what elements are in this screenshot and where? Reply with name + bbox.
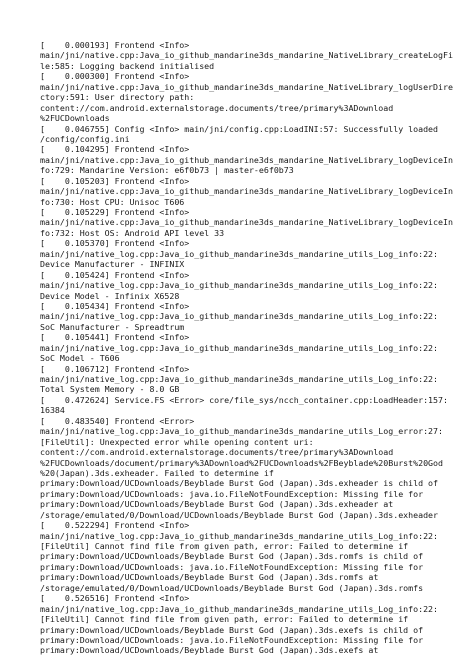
log-line: [ 0.105434] Frontend <Info> — [40, 300, 190, 311]
log-line: [ 0.000193] Frontend <Info> — [40, 40, 190, 50]
log-line: [ 0.105229] Frontend <Info> — [40, 207, 190, 217]
log-line: primary:Download/UCDownloads: java.io.FileNotFoundException: Missing file for — [40, 488, 424, 499]
log-line: %2FUCDownloads/document/primary%3ADownload%2FUCDownloads%2FBeyblade%20Burst%20God — [40, 457, 443, 468]
log-line: primary:Download/UCDownloads/Beyblade Burst God (Japan).3ds.exheader at — [40, 499, 394, 510]
log-line: main/jni/native_log.cpp:Java_io_github_mandarine3ds_mandarine_utils_Log_info:22: — [40, 530, 439, 541]
log-line: [ 0.105203] Frontend <Info> — [40, 175, 190, 186]
log-line: [ 0.483540] Frontend <Error> — [40, 415, 195, 426]
log-line: [ 0.472624] Service.FS <Error> core/file_sys/ncch_container.cpp:LoadHeader:157: — [40, 394, 448, 405]
log-line: [ 0.105424] Frontend <Info> — [40, 269, 190, 280]
log-line: primary:Download/UCDownloads/Beyblade Burst God (Japan).3ds.exefs at — [40, 645, 379, 656]
log-line: fo:732: Host OS: Android API level 33 — [40, 227, 225, 238]
log-line: main/jni/native_log.cpp:Java_io_github_mandarine3ds_mandarine_utils_Log_info:22: — [40, 342, 439, 353]
log-line: %20(Japan).3ds.exheader. Failed to determine if — [40, 467, 274, 478]
log-line: 16384 — [40, 405, 65, 416]
log-line: [FileUtil] Cannot find file from given path, error: Failed to determine if — [40, 541, 409, 551]
log-line: fo:729: Mandarine Version: e6f0b73 | master-e6f0b73 — [40, 165, 294, 176]
log-line: main/jni/native.cpp:Java_io_github_mandarine3ds_mandarine_NativeLibrary_logDeviceIn — [40, 217, 453, 228]
log-line: [ 0.105370] Frontend <Info> — [40, 238, 190, 249]
log-line: SoC Model - T606 — [40, 353, 120, 364]
log-line: [ 0.104295] Frontend <Info> — [40, 144, 190, 155]
log-line: primary:Download/UCDownloads/Beyblade Burst God (Japan).3ds.exheader is child of — [40, 478, 439, 489]
log-line: Total System Memory - 8.0 GB — [40, 384, 180, 395]
log-line: [FileUtil] Cannot find file from given path, error: Failed to determine if — [40, 614, 409, 625]
log-line: /storage/emulated/0/Download/UCDownloads/Beyblade Burst God (Japan).3ds.exheader — [40, 509, 439, 520]
log-line: main/jni/native.cpp:Java_io_github_mandarine3ds_mandarine_NativeLibrary_logDeviceIn — [40, 186, 453, 197]
log-line: ctory:591: User directory path: — [40, 92, 195, 103]
log-line: main/jni/native_log.cpp:Java_io_github_mandarine3ds_mandarine_utils_Log_info:22: — [40, 311, 439, 322]
log-line: primary:Download/UCDownloads: java.io.FileNotFoundException: Missing file for — [40, 634, 424, 645]
log-line: main/jni/native.cpp:Java_io_github_mandarine3ds_mandarine_NativeLibrary_createLogFi — [40, 50, 453, 61]
log-line: primary:Download/UCDownloads/Beyblade Burst God (Japan).3ds.exefs is child of — [40, 624, 424, 635]
log-line: Device Model - Infinix X6528 — [40, 290, 180, 301]
log-line: main/jni/native.cpp:Java_io_github_mandarine3ds_mandarine_NativeLibrary_logDeviceIn — [40, 154, 453, 165]
log-line: main/jni/native_log.cpp:Java_io_github_mandarine3ds_mandarine_utils_Log_info:22: — [40, 280, 439, 291]
log-line: /config/config.ini — [40, 133, 130, 144]
log-line: main/jni/native_log.cpp:Java_io_github_mandarine3ds_mandarine_utils_Log_info:22: — [40, 603, 439, 614]
log-line: main/jni/native_log.cpp:Java_io_github_mandarine3ds_mandarine_utils_Log_info:22: — [40, 248, 439, 259]
log-line: %2FUCDownloads — [40, 113, 110, 124]
log-line: [ 0.526516] Frontend <Info> — [40, 593, 190, 604]
log-line: main/jni/native_log.cpp:Java_io_github_mandarine3ds_mandarine_utils_Log_error:27: — [40, 426, 443, 437]
log-line: le:585: Logging backend initialised — [40, 60, 215, 71]
log-line: SoC Manufacturer - Spreadtrum — [40, 321, 185, 332]
log-line: content://com.android.externalstorage.documents/tree/primary%3ADownload — [40, 447, 394, 458]
log-line: content://com.android.externalstorage.documents/tree/primary%3ADownload — [40, 102, 394, 113]
log-line: [ 0.000300] Frontend <Info> — [40, 71, 190, 82]
log-line: [FileUtil]: Unexpected error while opening content uri: — [40, 436, 314, 447]
log-line: [ 0.522294] Frontend <Info> — [40, 520, 190, 531]
log-line: primary:Download/UCDownloads: java.io.FileNotFoundException: Missing file for — [40, 561, 424, 572]
log-line: main/jni/native.cpp:Java_io_github_mandarine3ds_mandarine_NativeLibrary_logUserDire — [40, 81, 453, 92]
log-line: [ 0.046755] Config <Info> main/jni/config.cpp:LoadINI:57: Successfully loaded — [40, 123, 439, 134]
log-line: Device Manufacturer - INFINIX — [40, 259, 185, 270]
log-line: fo:730: Host CPU: Unisoc T606 — [40, 196, 185, 207]
log-line: primary:Download/UCDownloads/Beyblade Burst God (Japan).3ds.romfs is child of — [40, 551, 424, 562]
log-line: /storage/emulated/0/Download/UCDownloads/Beyblade Burst God (Japan).3ds.romfs — [40, 582, 424, 593]
log-line: primary:Download/UCDownloads/Beyblade Burst God (Japan).3ds.romfs at — [40, 572, 379, 583]
log-text-view — [40, 40, 464, 656]
log-line: [ 0.106712] Frontend <Info> — [40, 363, 190, 374]
log-line: main/jni/native_log.cpp:Java_io_github_mandarine3ds_mandarine_utils_Log_info:22: — [40, 374, 439, 384]
log-line: [ 0.105441] Frontend <Info> — [40, 332, 190, 343]
